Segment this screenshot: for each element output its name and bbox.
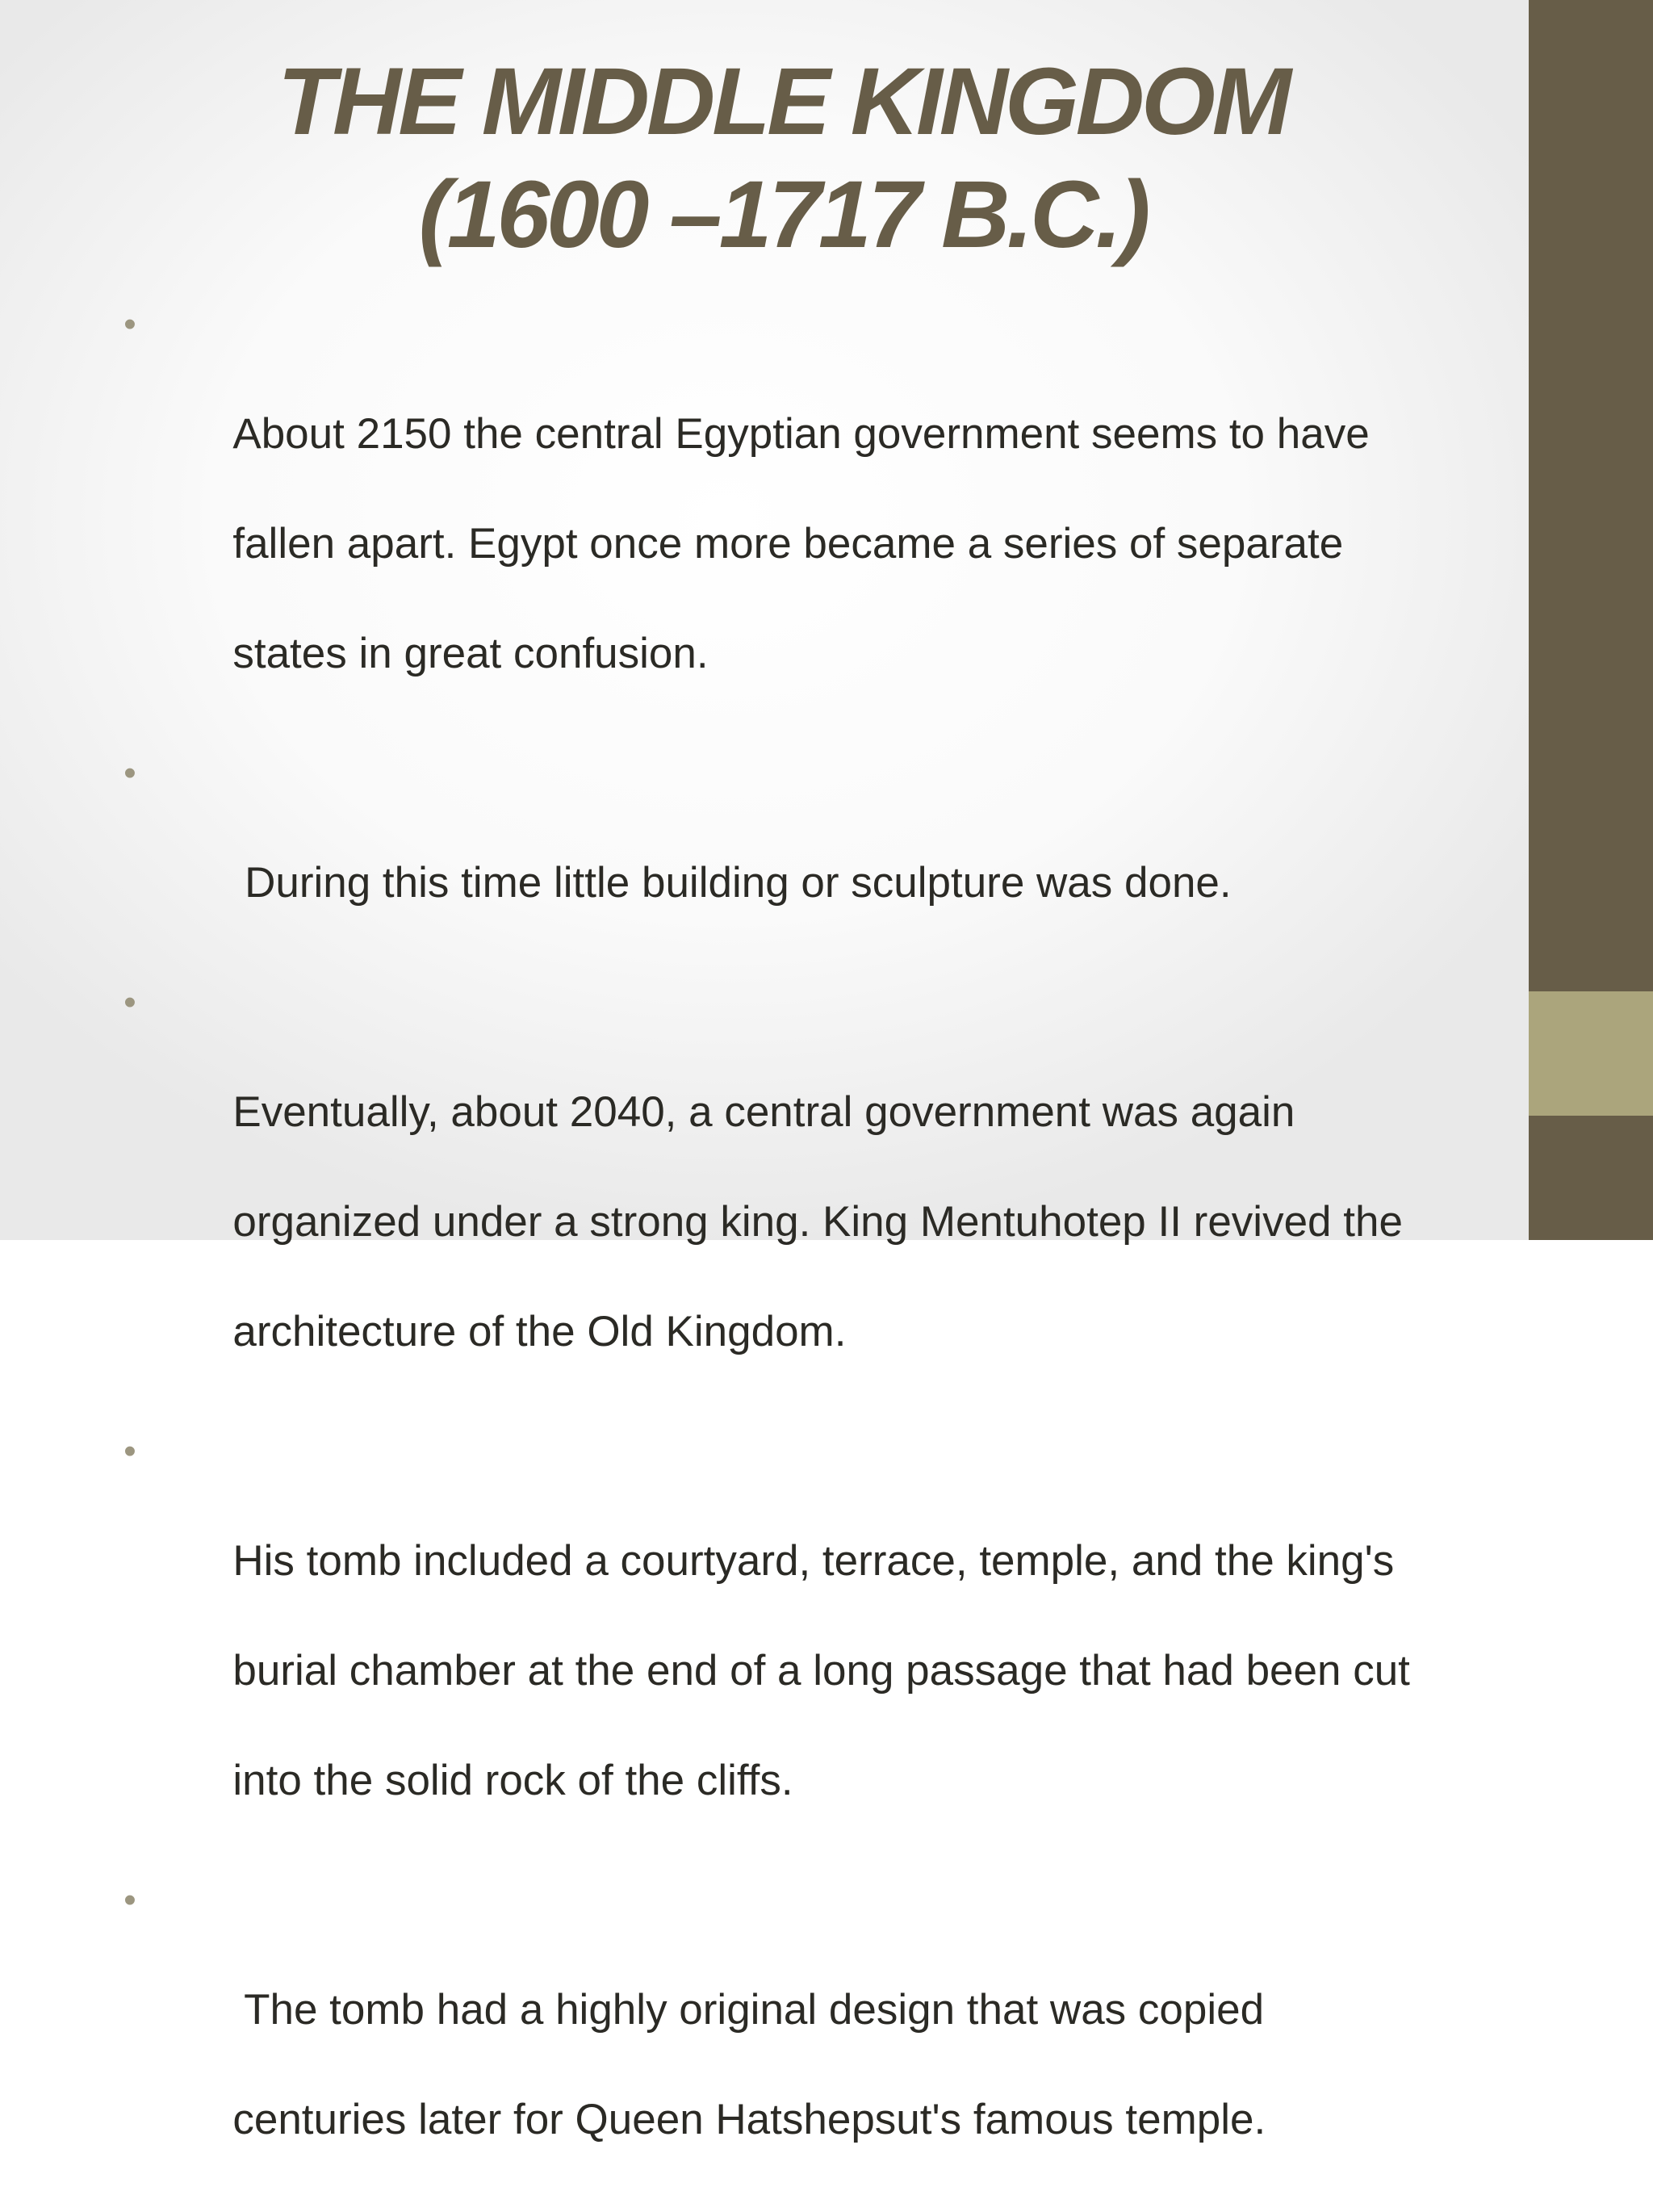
bullet-list <box>118 297 1442 2212</box>
bullet-2-line-1: During this time little building or sculpture was done. <box>232 859 1232 907</box>
bullet-1-line-3: states in great confusion. <box>232 630 709 677</box>
title-line-1: THE MIDDLE KINGDOM <box>277 48 1289 155</box>
bullet-5-line-2: centuries later for Queen Hatshepsut's famous temple. <box>232 2096 1266 2143</box>
bullet-item-1 <box>118 297 1442 736</box>
bullet-dot-icon: • <box>123 304 136 344</box>
side-band-light-block <box>1529 991 1653 1116</box>
bullet-item-2 <box>118 746 1442 966</box>
decorative-side-band <box>1529 0 1653 1240</box>
bullet-3-line-1: Eventually, about 2040, a central government was again <box>232 1088 1295 1136</box>
bullet-4-line-3: into the solid rock of the cliffs. <box>232 1757 793 1804</box>
title-line-2: (1600 –1717 B.C.) <box>418 161 1148 268</box>
bullet-dot-icon: • <box>123 1431 136 1471</box>
bullet-3-line-3: architecture of the Old Kingdom. <box>232 1308 847 1355</box>
bullet-1-line-1: About 2150 the central Egyptian government seems to have <box>232 410 1370 458</box>
bullet-item-5 <box>118 1873 1442 2202</box>
bullet-3-line-2: organized under a strong king. King Mentuhotep II revived the <box>232 1198 1403 1246</box>
bullet-4-line-1: His tomb included a courtyard, terrace, temple, and the king's <box>232 1537 1395 1585</box>
bullet-5-line-1: The tomb had a highly original design that was copied <box>232 1986 1265 2034</box>
bullet-1-line-2: fallen apart. Egypt once more became a series of separate <box>232 520 1344 568</box>
side-band-dark-bottom <box>1529 1116 1653 1240</box>
bullet-dot-icon: • <box>123 1880 136 1920</box>
slide-title <box>113 45 1453 271</box>
bullet-item-3 <box>118 975 1442 1414</box>
bullet-dot-icon: • <box>123 753 136 793</box>
bullet-4-line-2: burial chamber at the end of a long passage that had been cut <box>232 1647 1410 1695</box>
bullet-item-4 <box>118 1424 1442 1863</box>
side-band-dark-top <box>1529 0 1653 991</box>
bullet-dot-icon: • <box>123 982 136 1022</box>
